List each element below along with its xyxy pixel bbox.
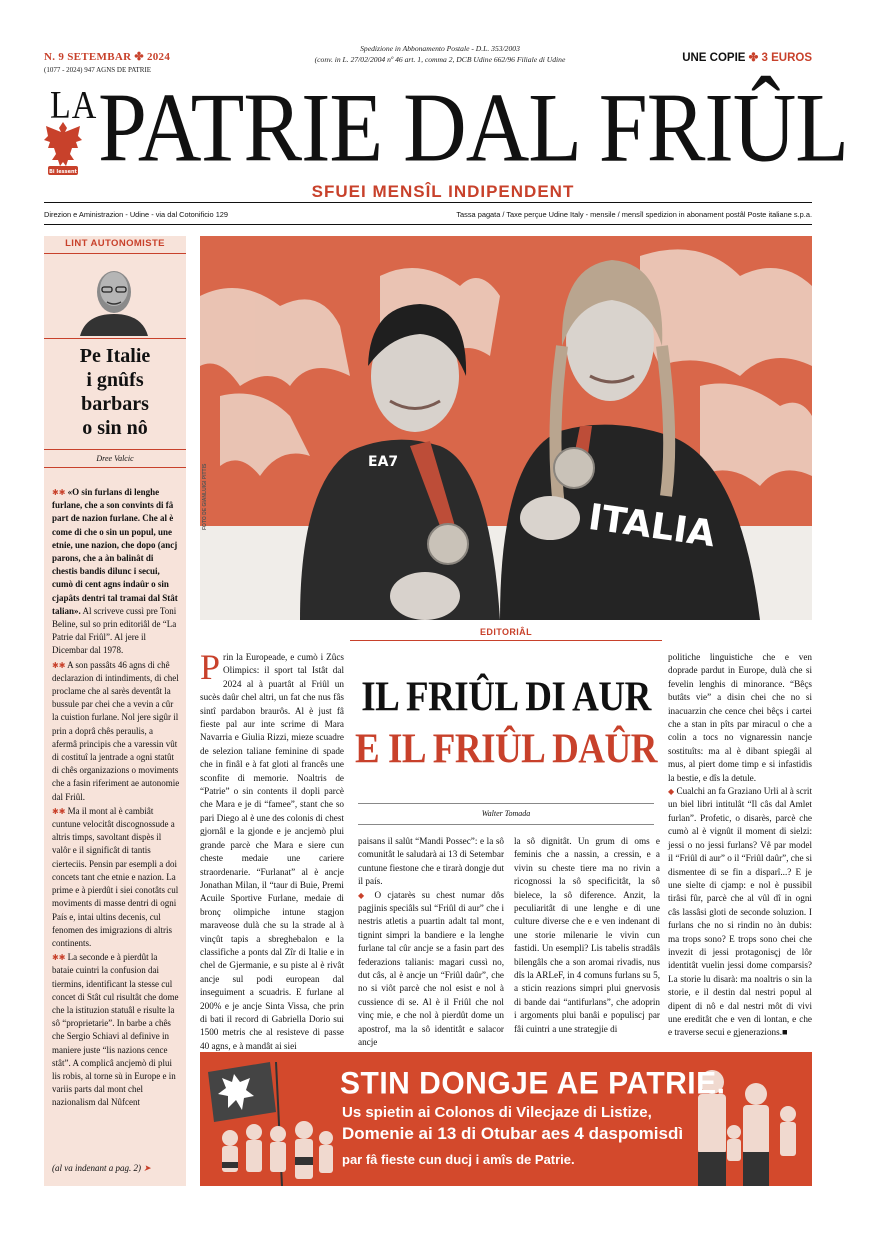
sidebar-paragraph: ✱✱ A son passâts 46 agns di chê declarazion di intindiments, di chel proclame che al sarès deventât la bussule par chei che a vevin a cûr la cuistion furlane. Nol jere sigûr il prin a doprâ chês peraulis, a afermâ principis che a varessin vût di costituî la jentrade a ogni statût di chês organizazions o moviments che a fasin riferiment ae autonomie dal Friûl. [52, 659, 180, 802]
price-value: 3 EUROS [761, 52, 812, 64]
headline-line-1: IL FRIÛL DI AUR [361, 673, 651, 722]
article-column-3: la sô dignitât. Un grum di oms e feminis che a nassin, a cressin, e a vivin su cheste tiere ma no rivin a ricognossi la sô specificitât, la sô bielece, la sô diference. Anzit, la peculiaritât di une lenghe e di une culture diverse che e e ven indenant di une storie milenarie le vivin cun fastidi. Un esempli? Lis tabelis stradâls bilengâls che a son aromai rivadis, nus dîs la ARLeF, in 4 comuns furlans su 5, a sticin reazions simpri plui gnervosis di bande dai “antifurlans”, che adoprin i argoments plui banâi e populiscj par fâi cuintri a une strategjie di [514, 836, 660, 1034]
continue-link[interactable]: (al va indenant a pag. 2) ➤ [52, 1163, 151, 1173]
article-column-4: politiche linguistiche che e ven doprade pardut in Europe, dulà che si fevelin lenghis di minorance. “Bêçs butâts vie” a disin chei che no si inacuarzin che cence chei bêçs i cartei che a stan in pîts par miracul o che a colin a tocs no vignaressin nancje sostituîts: ma al è dibant spiegâi al mus, al piert dome timp e si infastidìs la bestie, e dîs la detule. ◆ Cualchi an fa Graziano Urli al à scrit un biel libri intitulât “Il câs dal Amlet furlan”. Profetic, o disarès, parcè che cumò al è vignût il moment di sielzi: jessi o no jessi furlans? Vê par model il “Friûl di aur” o il “Friûl daûr”, che si dismentee di se fin a disparî...? E je une sielte di cjamp: e nol è pussibil tirâsi fûr, parcè che al vûl dî in ogni câs lassâsi gloti de seconde soluzion. I furlans che no si rindin no àn dubis: ma trops sono? E trops sono chei che invezit di jessi protagonisçj de lôr identitât vuelin jessi dome comparsis? La storie lu disarà: ma noaltris o sin la storie, e il destin dal nestri popul al dipent di nô e dal nestri môt di vivi une ereditât che e ven di lontan, e che e traverse secui e gjenerazions.■ [668, 652, 813, 1038]
article-column-2: paisans il salût “Mandi Possec”: e la sô comunitât le saludarà ai 13 di Setembar cuntune fiestone che e tirarà dongje dut il país. ◆ O cjatarès su chest numar dôs pagjinis speciâls sul “Friûl di aur” che i nestris atletis a puartin adalt tal mont, tignint simpri la bandiere e la lenghe furlane tal cûr ancje se a fasin part des federazions talianis: magari cussì no, dut câs, al è ancje un “Friûl daûr”, che no si viôt parcè che nol esist e nol à cussience di se. Al è il Friûl che nol vinç mie, e che nol à pierdût dome un apostrof, ma la sô identitât e salacor ancje [358, 836, 505, 1048]
issue-number: N. 9 SETEMBAR ✤ 2024 [44, 51, 171, 63]
banner-title: STIN DONGJE AE PATRIE. [340, 1066, 726, 1101]
banner-invitation: par fâ fieste cun ducj i amîs de Patrie. [342, 1152, 575, 1167]
postage-notice: Tassa pagata / Taxe perçue Udine Italy - mensile / mensîl spedizion in abonament postâl Poste italiane s.p.a. [456, 210, 812, 219]
banner-location: Us spietin ai Colonos di Vilecjaze di Listize, [342, 1104, 652, 1121]
masthead-subtitle: SFUEI MENSÎL INDIPENDENT [311, 182, 575, 201]
sidebar-title: Pe Italie i gnûfs barbars o sin nô [79, 345, 151, 439]
dropcap: P [200, 647, 221, 687]
shirt-text: ITALIA [585, 496, 718, 556]
photo-credit: FOTO DE GIANLUIGI PITTIS [202, 463, 208, 530]
author-rule [358, 803, 654, 804]
editorial-author: Walter Tomada [481, 809, 531, 818]
shirt-brand: EA7 [368, 454, 399, 470]
headline-line-2: E IL FRIÛL DAÛR [355, 725, 657, 774]
arrow-right-icon: ➤ [143, 1163, 151, 1173]
sidebar-paragraph: ✱✱ «O sin furlans di lenghe furlane, che a son convints di fâ part de nazion furlane. Che al è come di che o sin un popul, une etnie, une nazion, che dopo (ancj parons, che a àn balinât di chestis bandis dilunc i secui, cumò di cent agns indaûr o sin cjapâts dentri tal tramai dal Stât talian». Al scriveve cussì pre Toni Beline, sul so prin editoriâl de “La Patrie dal Friûl”. Al jere il Dicembar dal 1978. [52, 487, 178, 656]
crest-text: Bi Iessent [49, 169, 77, 175]
article-column-1: Prin la Europeade, e cumò i Zûcs Olimpics: il sport tal Istât dal 2024 al à puartât al Friûl un sucès daûr chel altri, un fat che nus fâs sintî pardabon braurôs. Al è just fâ fieste pal aur inte scrime di Mara Navarria e Giulia Rizzi, mieze scuadre de selezion taliane feminine di spade che in finâl e à fat gloti al francês une sconfite di memorie. Noaltris de “Patrie” o sin contents il dopli parcè che Mara e je di “famee”, stant che so pari Diego al è une des colonis di chest gjornâl e la gjonde e je ancjemò plui grande parcè che Mara e siere cun cheste medaie une cariere straordenarie. “Furlanat” al è ancje Jonathan Milan, il “taur di Buie, Premi Acuile Sportive Furlane, medaie di bronç olimpiche intune stagjon maraveose dulà che su la strade al à vinçût tapis a sbreghebalon e la classifiche a ponts dal Zîr di Italie e in chel de Gjermanie, e su piste al è rivât ancje sul podi european dal inseguiment a scuadris. E furlane al 200% e je ancje Sinta Vissa, che prin di bati il record di Gabriella Dorio sui 1500 metris che al resisteve di passe 40 agns, e à mandât ai siei [200, 647, 344, 1051]
sidebar-rule [44, 253, 186, 254]
sidebar-author: Dree Valcic [96, 454, 134, 463]
price [682, 50, 812, 64]
sidebar-paragraph: ✱✱ Ma il mont al è cambiât cuntune velocitât discognossude a altris timps, savoltant dispès il valôr e il significât di tantis cierteciis. Pensin par esempli a doi concets tant che etnie e nazion. La prime e à pierdût i siei conotâts cul moviments di masse dentri di ogni País e, intai ultins decenis, cul fenomen des imigrazions di altris continents. [52, 805, 179, 948]
cover-photo [200, 236, 812, 620]
price-label: UNE COPIE [682, 52, 746, 64]
issue-years: (1077 - 2024) 947 AGNS DE PATRIE [44, 66, 152, 74]
sidebar-rule [44, 449, 186, 450]
price-separator: ✤ [748, 52, 759, 64]
end-mark: ■ [782, 1027, 788, 1038]
masthead-rule-bottom [44, 224, 812, 225]
sidebar-rule [44, 467, 186, 468]
sidebar-paragraph: ✱✱ La seconde e à pierdût la bataie cuintri la confusion dai tiermins, identificant la stesse cul concet di Stât cul risultât che dome che la istituzion statuâl e risulte la sô “proprietarie”. In barbe a chês che Sergio Schiavi al definive in maniere juste “lis nazions cence stât”. A complicâ ancjemò di plui lis robis, al torne sù in Europe e in variis parts dal mont chel nazionalism dal Nûfcent [52, 952, 179, 1108]
sidebar-article [52, 486, 180, 1111]
author-rule [358, 824, 654, 825]
sidebar-rule [44, 338, 186, 339]
editorial-rule [350, 640, 662, 641]
postal-notice: Spedizione in Abbonamento Postale - D.L. 353/2003 (conv. in L. 27/02/2004 nº 46 art. 1, comma 2, DCB Udine 662/96 Filiale di Udine [314, 44, 566, 64]
masthead-rule [44, 202, 812, 203]
sidebar-section-label: LINT AUTONOMISTE [65, 238, 165, 249]
direction-address: Direzion e Aministrazion - Udine - via dal Cotonificio 129 [44, 210, 229, 219]
author-portrait [76, 262, 152, 336]
banner-date: Domenie ai 13 di Otubar aes 4 daspomisdì [342, 1124, 684, 1143]
masthead-title: PATRIE DAL FRIÛL [98, 74, 849, 184]
editorial-label: EDITORIÂL [480, 627, 532, 637]
masthead-title-la: LA [50, 84, 98, 127]
